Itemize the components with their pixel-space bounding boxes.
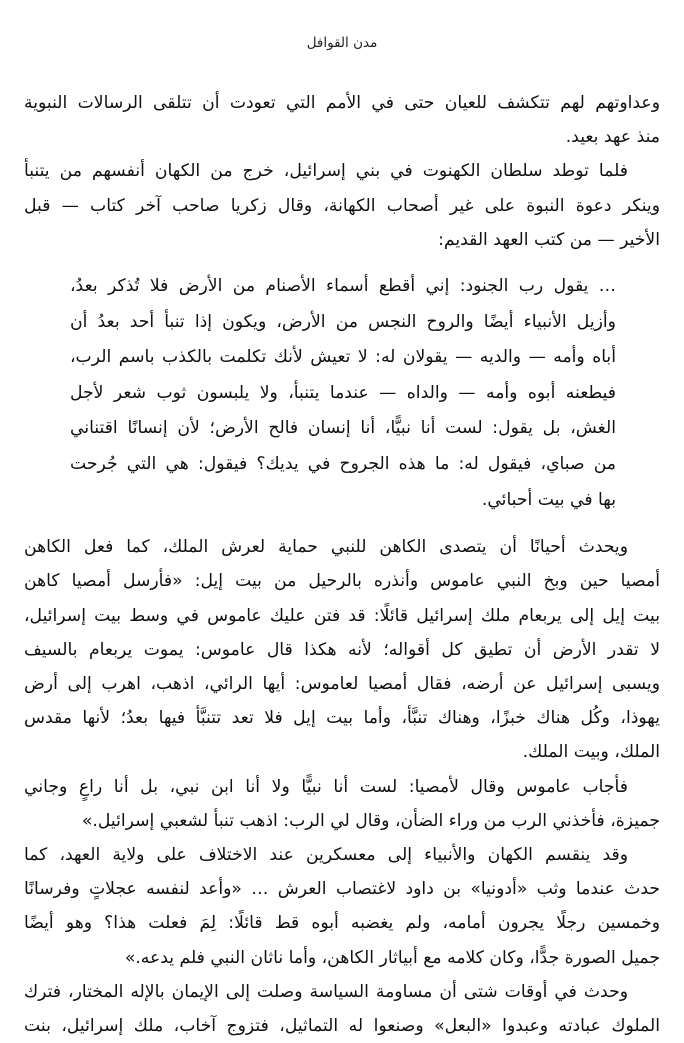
text-line: بيت إيل إلى يربعام ملك إسرائيل قائلًا: قد فتن عليك عاموس في وسط بيت إسرائيل، (24, 605, 660, 626)
quote-line: … يقول رب الجنود: إني أقطع أسماء الأصنام من الأرض فلا تُذكر بعدُ، (70, 276, 616, 297)
quote-line: من صباي، فيقول له: ما هذه الجروح في يديك؟ فيقول: هي التي جُرحت (70, 453, 616, 474)
quote-line: فيطعنه أبوه وأمه — والداه — عندما يتنبأ، ولا يلبسون ثوب شعر لأجل (70, 382, 616, 403)
quote-line: بها في بيت أحبائي. (481, 489, 616, 510)
paragraph-1 (24, 86, 660, 154)
text-line: وحدث في أوقات شتى أن مساومة السياسة وصلت إلى الإيمان بالإله المختار، فترك (24, 981, 628, 1002)
text-line: ويسبى إسرائيل عن أرضه، فقال أمصيا لعاموس: أيها الرائي، اذهب، اهرب إلى أرض (24, 673, 660, 694)
text-line: يهوذا، وكُل هناك خبزًا، وهناك تنبَّأ، وأما بيت إيل فلا تعد تتنبَّأ فيها بعدُ؛ لأنها مقدس (24, 708, 660, 729)
text-line: حدث عندما وثب «أدونيا» بن داود لاغتصاب العرش … «وأعد لنفسه عجلاتٍ وفرسانًا (24, 879, 660, 900)
body-text (24, 86, 660, 1043)
paragraph-4 (24, 770, 660, 838)
paragraph-5 (24, 838, 660, 975)
text-line: فلما توطد سلطان الكهنوت في بني إسرائيل، خرج من الكهان أنفسهم من يتنبأ (24, 161, 628, 182)
text-line: ويحدث أحيانًا أن يتصدى الكاهن للنبي حماية لعرش الملك، كما فعل الكاهن (24, 537, 628, 558)
text-line: منذ عهد بعيد. (565, 127, 660, 148)
text-line: جميل الصورة جدًّا، وكان كلامه مع أبياثار الكاهن، وأما ناثان النبي فلم يدعه.» (124, 947, 660, 968)
paragraph-3 (24, 530, 660, 769)
running-head: مدن القوافل (306, 35, 378, 51)
text-line: الأخير — من كتب العهد القديم: (438, 229, 660, 250)
paragraph-6 (24, 975, 660, 1043)
text-line: وخمسين رجلًا يجرون أمامه، ولم يغضبه أبوه قط قائلًا: لِمَ فعلت هذا؟ وهو أيضًا (24, 913, 660, 934)
text-line: الملك، وبيت الملك. (522, 742, 660, 763)
text-line: فأجاب عاموس وقال لأمصيا: لست أنا نبيًّا ولا أنا ابن نبي، بل أنا راعٍ وجاني (24, 776, 628, 797)
text-line: الملوك عبادته وعبدوا «البعل» وصنعوا له التماثيل، فتزوج آخاب، ملك إسرائيل، بنت (24, 1016, 660, 1037)
text-line: وينكر دعوة النبوة على غير أصحاب الكهانة، وقال زكريا صاحب آخر كتاب — قبل (24, 195, 660, 216)
text-line: جميزة، فأخذني الرب من وراء الضأن، وقال لي الرب: اذهب تنبأ لشعبي إسرائيل.» (81, 810, 660, 831)
text-line: لا تقدر الأرض أن تطيق كل أقواله؛ لأنه هكذا قال عاموس: يموت يربعام بالسيف (24, 639, 660, 660)
paragraph-2 (24, 154, 660, 257)
text-line: أمصيا حين وبخ النبي عاموس وأنذره بالرحيل من بيت إيل: «فأرسل أمصيا كاهن (24, 571, 660, 592)
quote-line: أباه وأمه — والديه — يقولان له: لا تعيش لأنك تكلمت بالكذب باسم الرب، (70, 347, 616, 368)
block-quote (70, 269, 616, 518)
quote-line: الغش، بل يقول: لست أنا نبيًّا، أنا إنسان فالح الأرض؛ لأن إنسانًا اقتناني (70, 418, 616, 439)
quote-line: وأزيل الأنبياء أيضًا والروح النجس من الأرض، ويكون إذا تنبأ أحد بعدُ أن (70, 311, 616, 332)
text-line: وقد ينقسم الكهان والأنبياء إلى معسكرين عند الاختلاف على ولاية العهد، كما (24, 845, 628, 865)
text-line: وعداوتهم لهم تتكشف للعيان حتى في الأمم التي تعودت أن تتلقى الرسالات النبوية (24, 93, 660, 113)
